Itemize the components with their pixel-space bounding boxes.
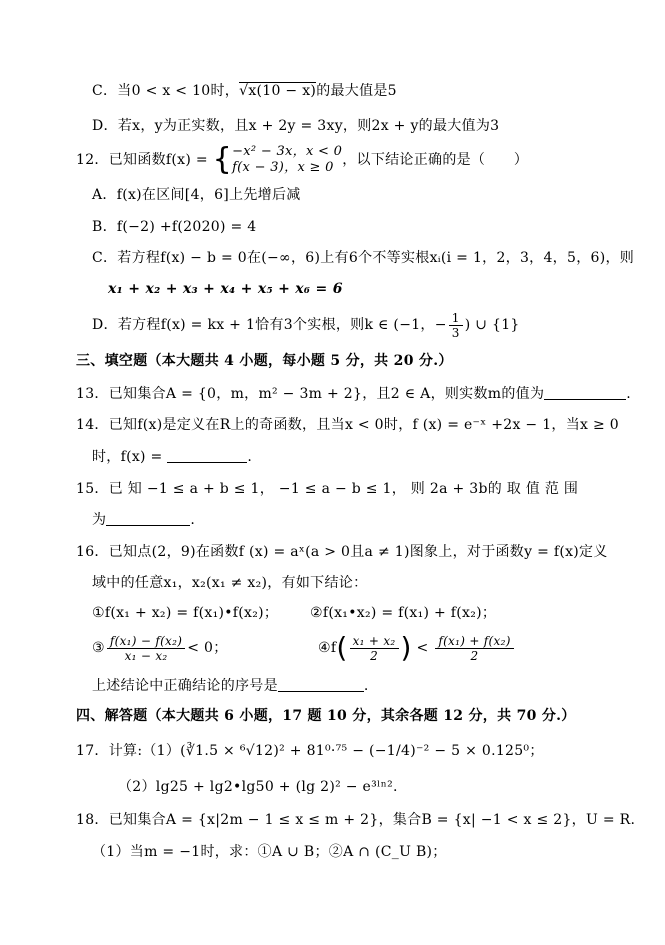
section-3-heading: 三、填空题（本大题共 4 小题，每小题 5 分，共 20 分.） bbox=[76, 353, 453, 369]
q14-line1: 14．已知f(x)是定义在R上的奇函数，且当x < 0时，f (x) = e⁻ˣ +2x − 1，当x ≥ 0 bbox=[76, 417, 619, 433]
q15-answer-blank bbox=[106, 511, 190, 526]
q12-case-2: f(x − 3)，x ≥ 0 bbox=[232, 160, 334, 175]
q16-end: . bbox=[363, 678, 369, 694]
q16-opt4-lden: 2 bbox=[370, 648, 379, 663]
q12-stem-prefix: 12．已知函数f(x) = bbox=[76, 152, 208, 168]
q18-line2: （1）当m = −1时，求：①A ∪ B；②A ∩ (C_U B)； bbox=[92, 844, 447, 860]
q15-line2-prefix: 为 bbox=[92, 512, 107, 528]
q16-option-1: ①f(x₁ + x₂) = f(x₁)•f(x₂)； bbox=[92, 605, 279, 621]
q16-option-4 bbox=[318, 628, 516, 668]
q16-line2: 域中的任意x₁，x₂(x₁ ≠ x₂)，有如下结论： bbox=[92, 575, 368, 591]
q12-stem-suffix: ，以下结论正确的是（ ） bbox=[342, 152, 529, 168]
q16-opt4-prefix: ④f bbox=[318, 640, 337, 656]
q14-line2-prefix: 时，f(x) = bbox=[92, 449, 163, 465]
q12-piecewise bbox=[232, 144, 342, 176]
q13 bbox=[76, 385, 631, 403]
q14-end: . bbox=[247, 449, 253, 465]
q16-opt4-rden: 2 bbox=[470, 648, 479, 663]
q16-opt4-right-fraction bbox=[435, 634, 513, 663]
q11-c-prefix: C．当0 < x < 10时， bbox=[92, 83, 240, 99]
q11-option-c bbox=[92, 82, 397, 100]
q16-opt3-fraction bbox=[107, 634, 185, 663]
q18-line1: 18．已知集合A = {x|2m − 1 ≤ x ≤ m + 2}，集合B = {x| −1 < x ≤ 2}，U = R. bbox=[76, 812, 636, 828]
q16-opt3-den: x₁ − x₂ bbox=[124, 648, 168, 663]
left-brace-icon: { bbox=[212, 142, 233, 177]
q14-answer-blank bbox=[167, 448, 247, 463]
q11-c-sqrt: √x(10 − x) bbox=[239, 83, 317, 99]
q12-d-frac-den: 3 bbox=[451, 325, 460, 340]
q16-opt4-lnum: x₁ + x₂ bbox=[350, 634, 399, 649]
q12-stem bbox=[76, 142, 529, 177]
q16-opt3-num: f(x₁) − f(x₂) bbox=[107, 634, 185, 649]
q16-conclusion bbox=[92, 677, 369, 695]
left-paren-icon: ( bbox=[336, 631, 348, 664]
q12-d-suffix: ) ∪ {1} bbox=[464, 317, 520, 333]
q12-option-d bbox=[92, 308, 520, 342]
q16-opt4-left-fraction bbox=[350, 634, 399, 663]
q16-opt3-suffix: < 0； bbox=[187, 640, 228, 656]
q15-line1: 15．已 知 −1 ≤ a + b ≤ 1， −1 ≤ a − b ≤ 1， 则 2a + 3b的 取 值 范 围 bbox=[76, 481, 579, 497]
q16-option-3 bbox=[92, 628, 228, 668]
q12-d-frac-num: 1 bbox=[449, 311, 463, 326]
q16-opt4-rnum: f(x₁) + f(x₂) bbox=[435, 634, 513, 649]
q17-part1: 17．计算:（1）(∛1.5 × ⁶√12)² + 81⁰·⁷⁵ − (−1/4)⁻² − 5 × 0.125⁰； bbox=[76, 743, 544, 759]
q13-end: . bbox=[626, 386, 632, 402]
q12-option-b: B．f(−2) +f(2020) = 4 bbox=[92, 219, 257, 235]
right-paren-icon: ) bbox=[400, 631, 412, 664]
q12-d-fraction bbox=[449, 311, 463, 340]
circled-3-icon: ③ bbox=[92, 640, 105, 656]
q12-d-prefix: D．若方程f(x) = kx + 1恰有3个实根，则k ∈ (−1，− bbox=[92, 317, 447, 333]
q16-line1: 16．已知点(2，9)在函数f (x) = aˣ(a > 0且a ≠ 1)图象上，对于函数y = f(x)定义 bbox=[76, 544, 608, 560]
q12-option-c-line1: C．若方程f(x) − b = 0在(−∞，6)上有6个不等实根xᵢ(i = 1，2，3，4，5，6)，则 bbox=[92, 250, 635, 266]
q12-option-a: A．f(x)在区间[4，6]上先增后减 bbox=[92, 187, 301, 203]
q12-case-1: −x² − 3x，x < 0 bbox=[232, 144, 343, 159]
q16-answer-blank bbox=[278, 677, 364, 692]
q13-text: 13．已知集合A = {0，m，m² − 3m + 2}，且2 ∈ A，则实数m的值为 bbox=[76, 386, 545, 402]
q11-option-d: D．若x，y为正实数，且x + 2y = 3xy，则2x + y的最大值为3 bbox=[92, 118, 500, 134]
q12-option-c-line2: x₁ + x₂ + x₃ + x₄ + x₅ + x₆ = 6 bbox=[108, 281, 343, 297]
section-4-heading: 四、解答题（本大题共 6 小题，17 题 10 分，其余各题 12 分，共 70 分.） bbox=[76, 708, 576, 724]
q16-opt4-lt: < bbox=[416, 640, 429, 656]
q11-c-suffix: 的最大值是5 bbox=[316, 83, 397, 99]
q16-conclusion-prefix: 上述结论中正确结论的序号是 bbox=[92, 678, 278, 694]
q16-option-2: ②f(x₁•x₂) = f(x₁) + f(x₂)； bbox=[310, 605, 497, 621]
q15-line2 bbox=[92, 511, 195, 529]
q14-line2 bbox=[92, 448, 252, 466]
q15-end: . bbox=[190, 512, 196, 528]
q13-answer-blank bbox=[544, 385, 626, 400]
q17-part2: （2）lg25 + lg2•lg50 + (lg 2)² − e³ˡⁿ². bbox=[118, 779, 398, 795]
